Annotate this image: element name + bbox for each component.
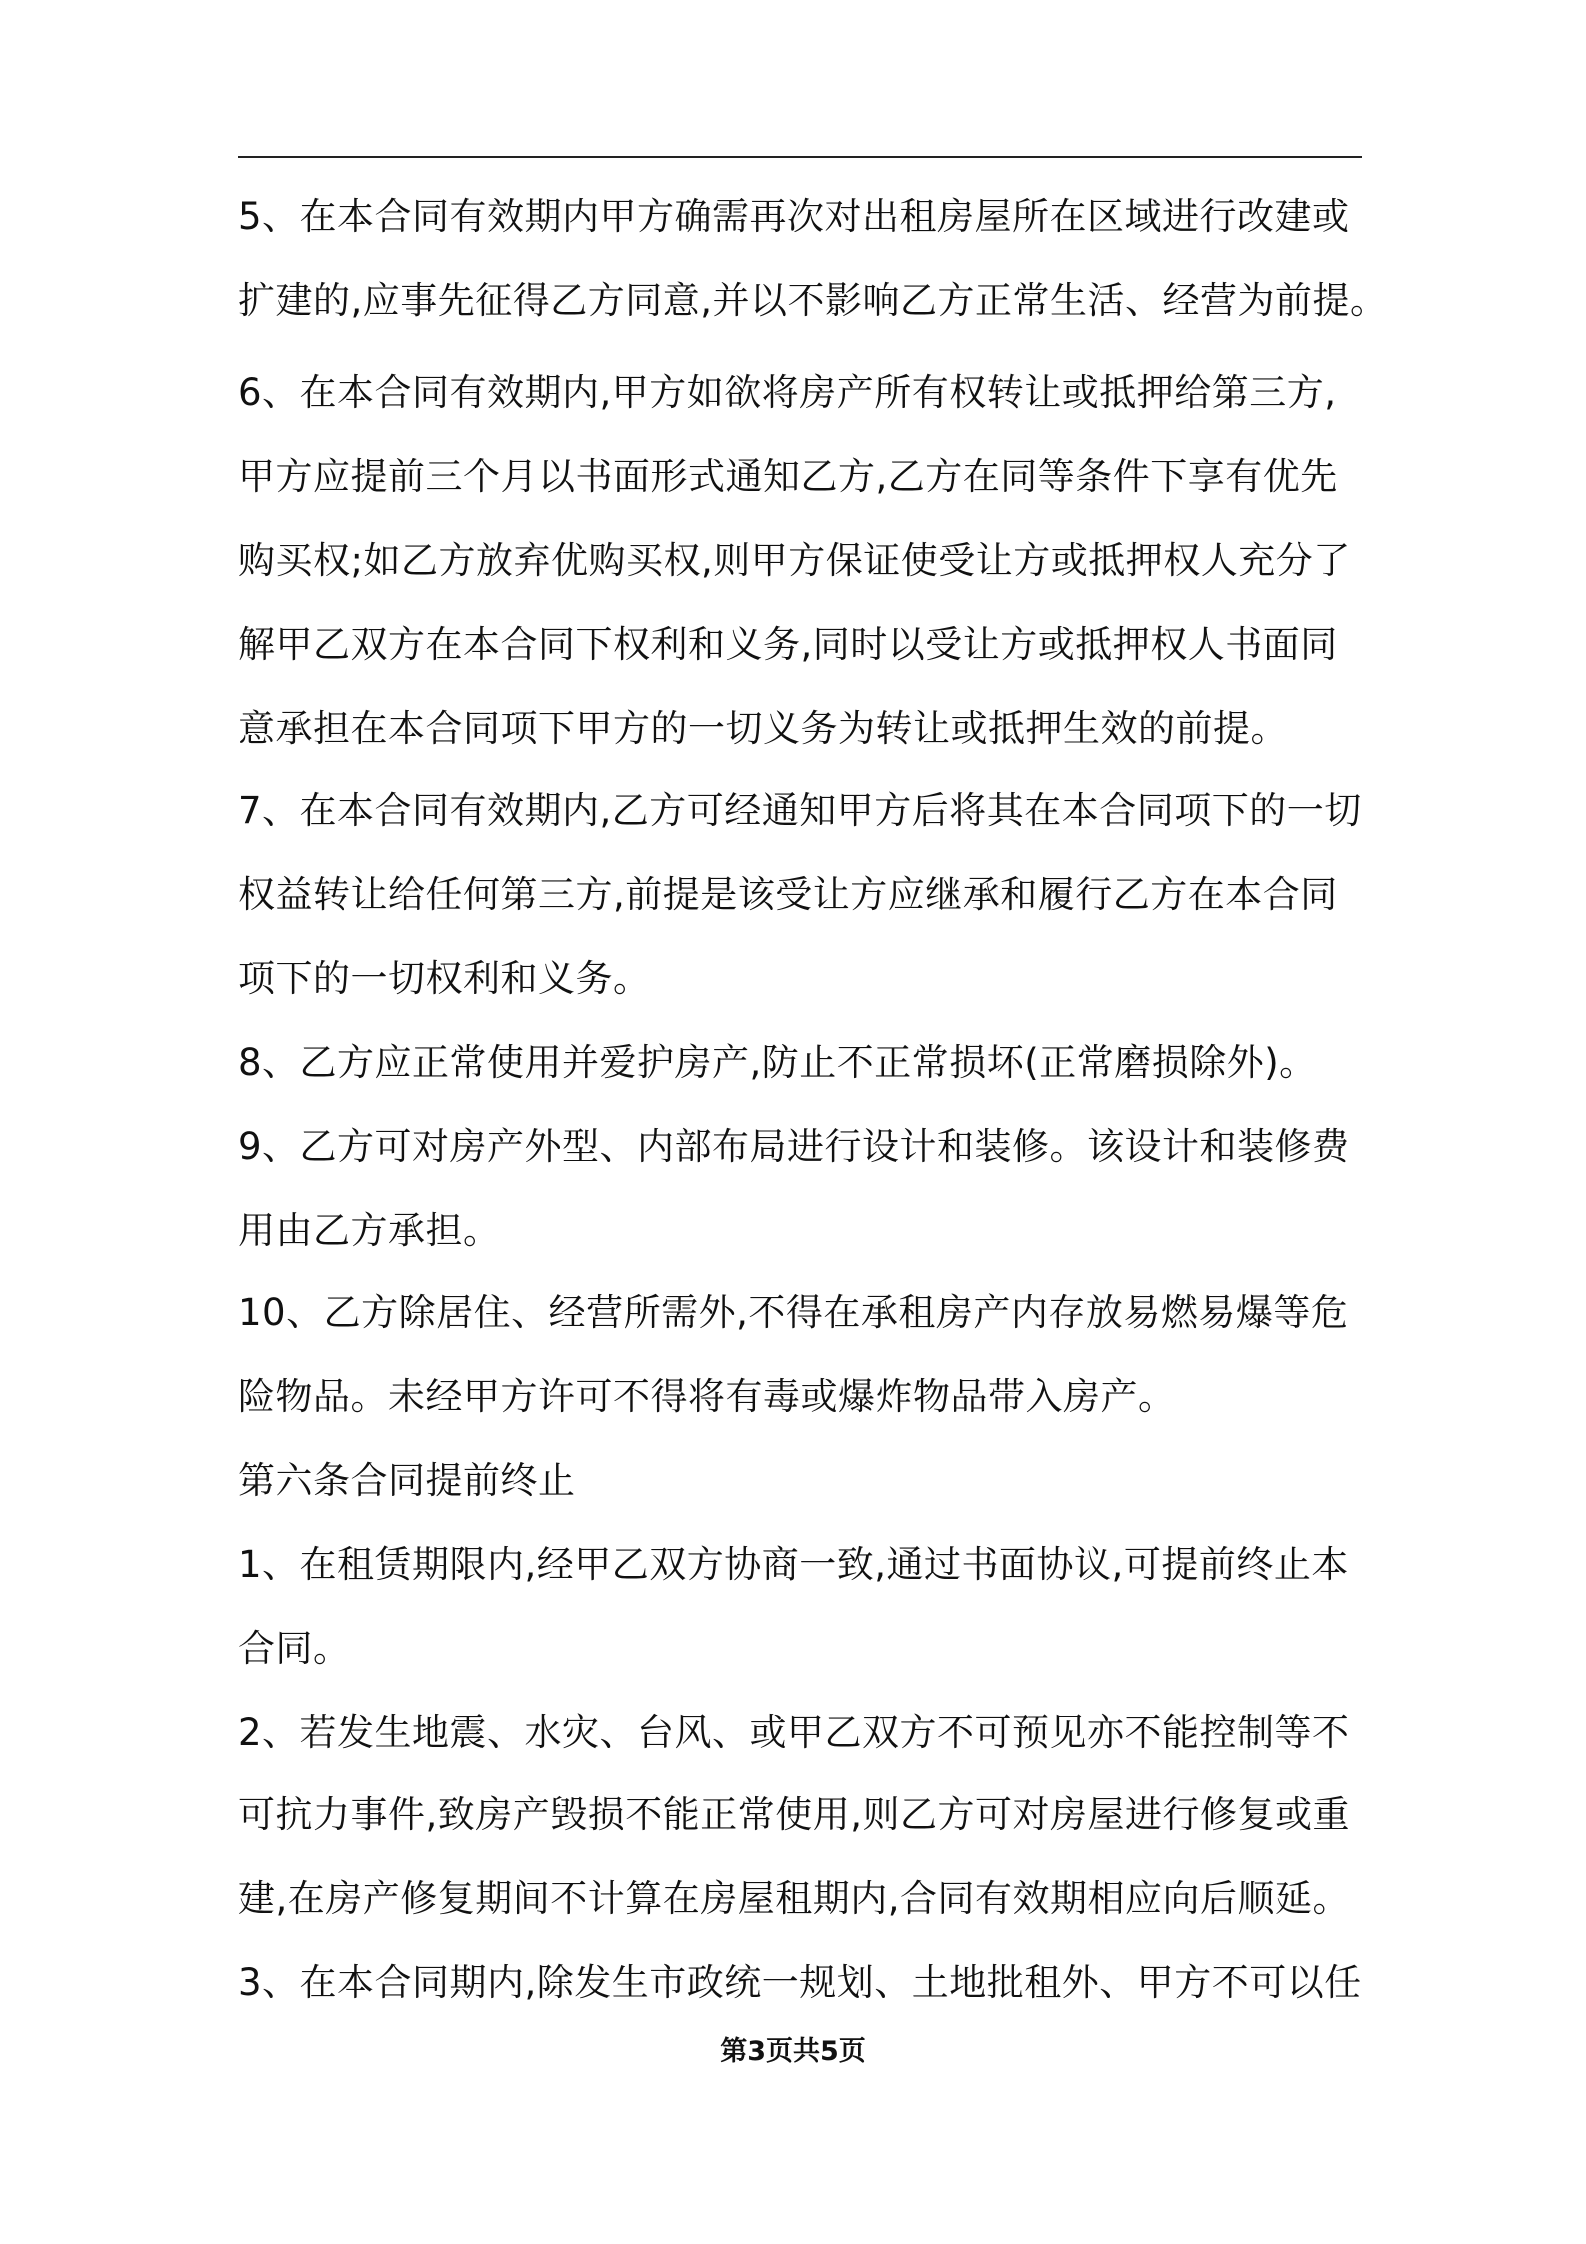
text-line: 2、若发生地震、水灾、台风、或甲乙双方不可预见亦不能控制等不	[238, 1711, 1350, 1754]
text-line: 1、在租赁期限内,经甲乙双方协商一致,通过书面协议,可提前终止本	[238, 1543, 1349, 1586]
text-line: 3、在本合同期内,除发生市政统一规划、土地批租外、甲方不可以任	[238, 1961, 1362, 2004]
text-line: 8、乙方应正常使用并爱护房产,防止不正常损坏(正常磨损除外)。	[238, 1041, 1317, 1084]
text-line: 可抗力事件,致房产毁损不能正常使用,则乙方可对房屋进行修复或重	[238, 1793, 1351, 1836]
text-line: 扩建的,应事先征得乙方同意,并以不影响乙方正常生活、经营为前提。	[238, 279, 1388, 322]
text-line: 10、乙方除居住、经营所需外,不得在承租房产内存放易燃易爆等危	[238, 1291, 1349, 1334]
header-rule	[238, 156, 1362, 158]
text-line: 甲方应提前三个月以书面形式通知乙方,乙方在同等条件下享有优先	[238, 455, 1338, 498]
text-line: 用由乙方承担。	[238, 1209, 501, 1252]
text-line: 险物品。未经甲方许可不得将有毒或爆炸物品带入房产。	[238, 1375, 1176, 1418]
text-line: 项下的一切权利和义务。	[238, 957, 651, 1000]
text-line: 建,在房产修复期间不计算在房屋租期内,合同有效期相应向后顺延。	[238, 1877, 1351, 1920]
section-heading: 第六条合同提前终止	[238, 1459, 576, 1502]
text-line: 解甲乙双方在本合同下权利和义务,同时以受让方或抵押权人书面同	[238, 623, 1338, 666]
text-line: 合同。	[238, 1627, 351, 1670]
text-line: 9、乙方可对房产外型、内部布局进行设计和装修。该设计和装修费	[238, 1125, 1350, 1168]
text-line: 购买权;如乙方放弃优购买权,则甲方保证使受让方或抵押权人充分了	[238, 539, 1351, 582]
text-line: 权益转让给任何第三方,前提是该受让方应继承和履行乙方在本合同	[238, 873, 1338, 916]
page-number: 第3页共5页	[720, 2036, 866, 2067]
text-line: 意承担在本合同项下甲方的一切义务为转让或抵押生效的前提。	[238, 707, 1288, 750]
text-line: 7、在本合同有效期内,乙方可经通知甲方后将其在本合同项下的一切	[238, 789, 1362, 832]
text-line: 5、在本合同有效期内甲方确需再次对出租房屋所在区域进行改建或	[238, 195, 1350, 238]
text-line: 6、在本合同有效期内,甲方如欲将房产所有权转让或抵押给第三方,	[238, 371, 1337, 414]
